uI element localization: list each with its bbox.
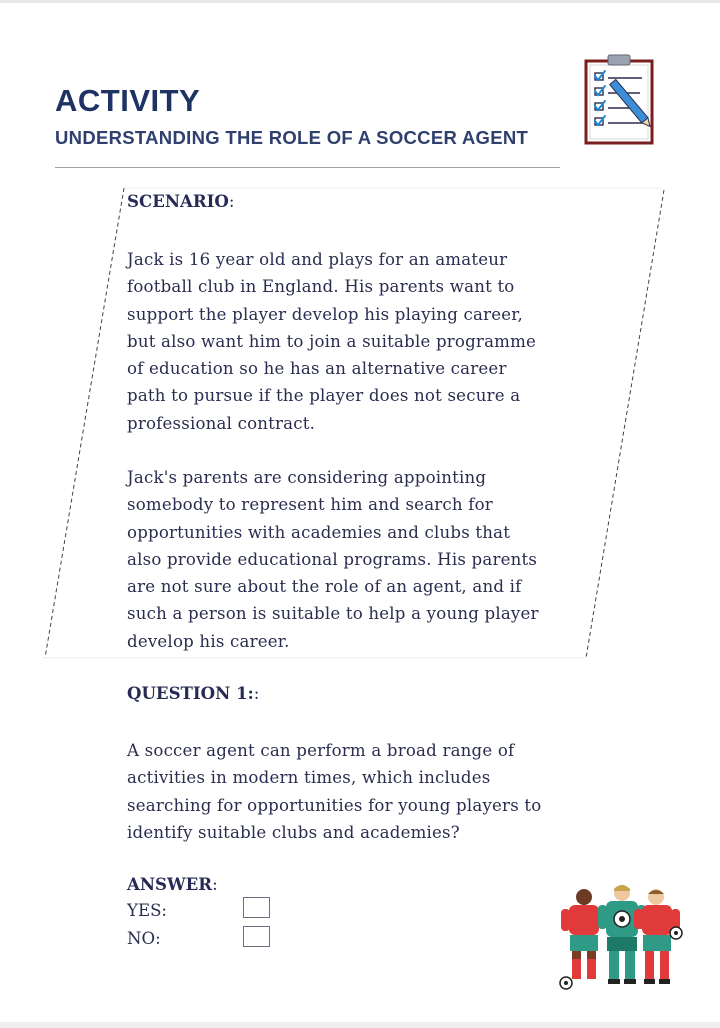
question-label: QUESTION 1:: bbox=[127, 683, 260, 703]
scenario-paragraph-1: Jack is 16 year old and plays for an amateur football club in England. His parents want to support the player develop his playing career, but also want him to join a suitable programme of education so he has an alternative career path to pursue if the player does not secure a professional contract. bbox=[127, 250, 537, 433]
soccer-players-illustration bbox=[552, 883, 687, 993]
scenario-paragraph-2: Jack's parents are considering appointing somebody to represent him and search for opportunities with academies and clubs that also provide educational programs. His parents are not sure about the role of an agent, and if such a person is suitable to help a young player develop his career. bbox=[127, 468, 539, 651]
clipboard-checklist-icon bbox=[580, 53, 660, 147]
question-text: A soccer agent can perform a broad range of activities in modern times, which includes searching for opportunities for young players to identify suitable clubs and academies? bbox=[127, 741, 542, 842]
answer-no-checkbox[interactable] bbox=[243, 926, 270, 947]
answer-label: ANSWER: bbox=[127, 874, 218, 894]
answer-option-yes-label: YES: bbox=[127, 901, 168, 920]
answer-yes-checkbox[interactable] bbox=[243, 897, 270, 918]
header-divider bbox=[55, 167, 560, 168]
page-title: ACTIVITY bbox=[55, 83, 201, 118]
page-subtitle: UNDERSTANDING THE ROLE OF A SOCCER AGENT bbox=[55, 127, 529, 148]
scenario-label: SCENARIO: bbox=[127, 191, 235, 211]
answer-option-no-label: NO: bbox=[127, 929, 161, 948]
